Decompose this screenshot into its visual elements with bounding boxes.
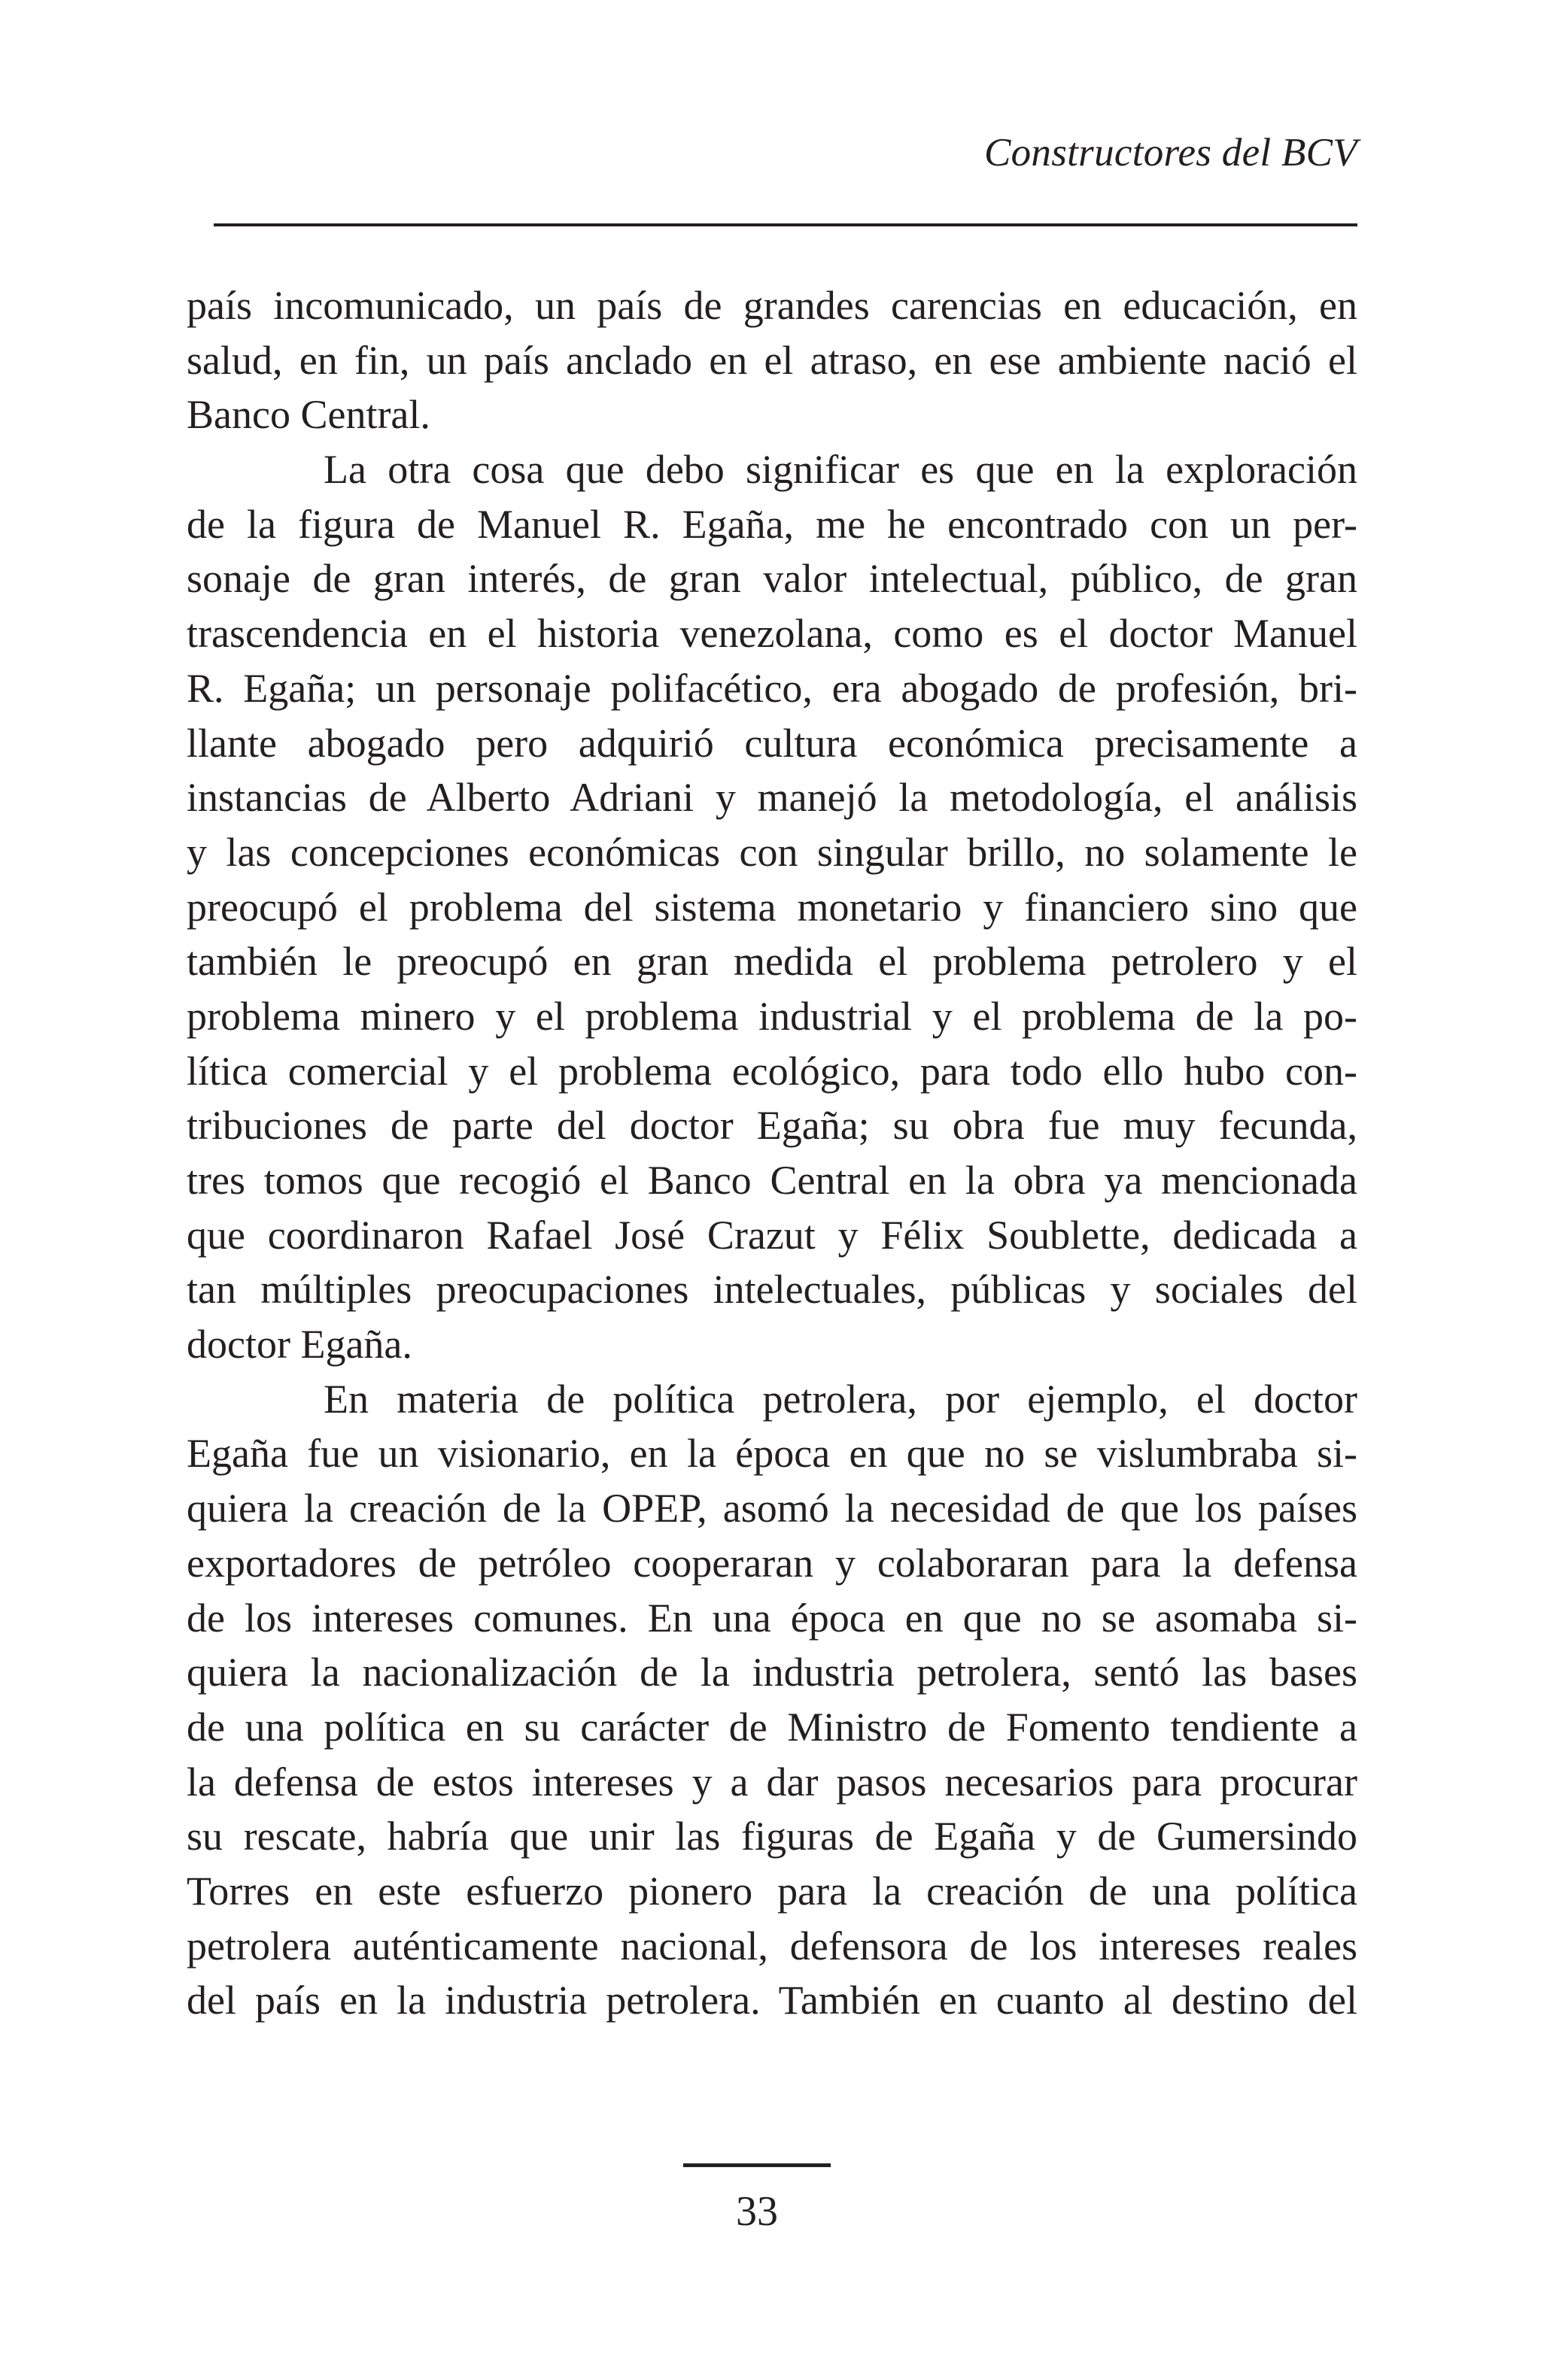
text-line: del país en la industria petrolera. También en cuanto al destino del [187, 1978, 1357, 2023]
text-line: preocupó el problema del sistema monetario y financiero sino que [187, 884, 1357, 930]
text-line: La otra cosa que debo significar es que en la exploración [324, 447, 1357, 493]
text-line: Banco Central. [187, 392, 430, 438]
text-line: Torres en este esfuerzo pionero para la creación de una política [187, 1868, 1357, 1914]
text-line: instancias de Alberto Adriani y manejó la metodología, el análisis [187, 775, 1357, 821]
text-line: la defensa de estos intereses y a dar pasos necesarios para procurar [187, 1759, 1357, 1805]
text-line: Egaña fue un visionario, en la época en que no se vislumbraba si- [187, 1431, 1357, 1477]
text-line: su rescate, habría que unir las figuras de Egaña y de Gumersindo [187, 1814, 1357, 1859]
text-line: y las concepciones económicas con singular brillo, no solamente le [187, 829, 1357, 875]
text-line: sonaje de gran interés, de gran valor intelectual, público, de gran [187, 556, 1357, 602]
text-line: llante abogado pero adquirió cultura económica precisamente a [187, 720, 1357, 766]
text-line: tres tomos que recogió el Banco Central en la obra ya mencionada [187, 1158, 1357, 1203]
text-line: quiera la nacionalización de la industria petrolera, sentó las bases [187, 1650, 1357, 1695]
running-header: Constructores del BCV [983, 131, 1357, 175]
text-line: tribuciones de parte del doctor Egaña; su obra fue muy fecunda, [187, 1103, 1357, 1149]
text-line: de una política en su carácter de Ministro de Fomento tendiente a [187, 1704, 1357, 1750]
text-line: de la figura de Manuel R. Egaña, me he encontrado con un per- [187, 501, 1357, 547]
text-line: quiera la creación de la OPEP, asomó la necesidad de que los países [187, 1486, 1357, 1532]
text-line: de los intereses comunes. En una época en que no se asomaba si- [187, 1595, 1357, 1641]
text-line: también le preocupó en gran medida el problema petrolero y el [187, 939, 1357, 985]
text-line: doctor Egaña. [187, 1322, 412, 1368]
header-rule [214, 223, 1357, 226]
body-text [187, 278, 1357, 2028]
text-line: trascendencia en el historia venezolana, como es el doctor Manuel [187, 611, 1357, 657]
text-line: tan múltiples preocupaciones intelectuales, públicas y sociales del [187, 1267, 1357, 1313]
footer-rule [683, 2163, 831, 2167]
text-line: que coordinaron Rafael José Crazut y Félix Soublette, dedicada a [187, 1212, 1357, 1258]
page-number: 33 [736, 2188, 778, 2235]
text-line: país incomunicado, un país de grandes carencias en educación, en [187, 283, 1357, 328]
text-line: R. Egaña; un personaje polifacético, era abogado de profesión, bri- [187, 665, 1357, 711]
text-line: exportadores de petróleo cooperaran y colaboraran para la defensa [187, 1540, 1357, 1586]
text-line: problema minero y el problema industrial y el problema de la po- [187, 993, 1357, 1039]
text-line: petrolera auténticamente nacional, defensora de los intereses reales [187, 1923, 1357, 1969]
text-line: En materia de política petrolera, por ejemplo, el doctor [324, 1376, 1357, 1422]
text-line: salud, en fin, un país anclado en el atraso, en ese ambiente nació el [187, 337, 1357, 383]
text-line: lítica comercial y el problema ecológico, para todo ello hubo con- [187, 1048, 1357, 1094]
